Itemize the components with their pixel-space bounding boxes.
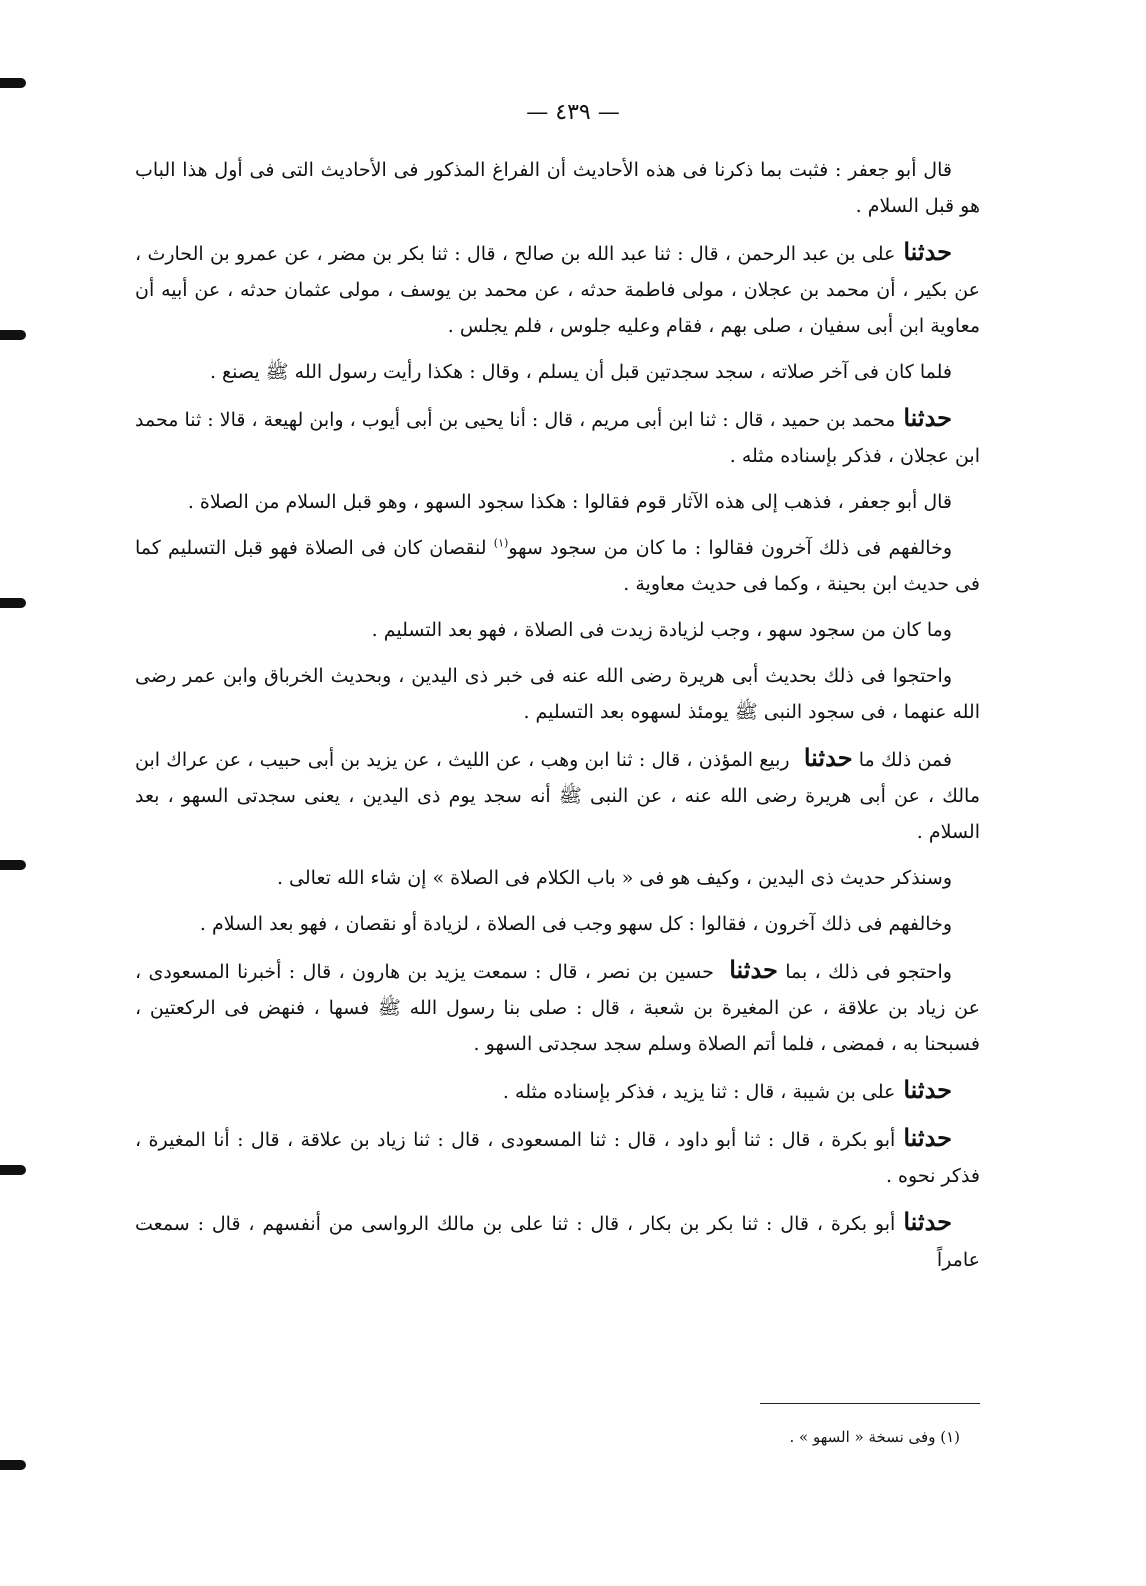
hadith-keyword: حدثنا	[803, 743, 853, 772]
paragraph: قال أبو جعفر : فثبت بما ذكرنا فى هذه الأحاديث أن الفراغ المذكور فى الأحاديث التى فى أول هذا الباب هو قبل السلام .	[135, 159, 980, 217]
hadith-keyword: حدثنا	[903, 1075, 952, 1104]
paragraph: حدثناعلى بن شيبة ، قال : ثنا يزيد ، فذكر بإسناده مثله .	[502, 1075, 952, 1104]
binding-mark	[0, 1460, 26, 1470]
paragraph: حدثنامحمد بن حميد ، قال : ثنا ابن أبى مريم ، قال : أنا يحيى بن أبى أيوب ، وابن لهيعة ، قالا : ثنا محمد ابن عجلان ، فذكر بإسناده مثله .	[135, 403, 980, 467]
paragraph: وخالفهم فى ذلك آخرون فقالوا : ما كان من سجود سهو$^{(١)}$ لنقصان كان فى الصلاة فهو قبل التسليم كما فى حديث ابن بحينة ، وكما فى حديث معاوية .	[135, 536, 980, 595]
footnote: (١) وفى نسخة « السهو » .	[789, 1428, 960, 1446]
paragraph: واحتجو فى ذلك ، بما حدثنا حسين بن نصر ، قال : سمعت يزيد بن هارون ، قال : أخبرنا المسعودى ، عن زياد بن علاقة ، عن المغيرة بن شعبة ، قال : صلى بنا رسول الله ﷺ فسها ، فنهض فى الركعتين ، فسبحنا به ، فمضى ، فلما أتم الصلاة وسلم سجد سجدتى السهو .	[135, 955, 980, 1055]
hadith-keyword: حدثنا	[729, 955, 778, 984]
binding-mark	[0, 330, 26, 340]
hadith-keyword: حدثنا	[903, 403, 952, 432]
binding-mark	[0, 78, 26, 88]
binding-mark	[0, 598, 26, 608]
paragraph: وما كان من سجود سهو ، وجب لزيادة زيدت فى الصلاة ، فهو بعد التسليم .	[371, 619, 952, 641]
paragraph: حدثناأبو بكرة ، قال : ثنا أبو داود ، قال : ثنا المسعودى ، قال : ثنا زياد بن علاقة ، قال : أنا المغيرة ، فذكر نحوه .	[135, 1123, 980, 1187]
main-text	[135, 152, 980, 1288]
footnote-ref: (١)	[493, 536, 509, 550]
footnote-divider	[760, 1403, 980, 1404]
page-number: — ٤٣٩ —	[526, 100, 620, 125]
paragraph: حدثناعلى بن عبد الرحمن ، قال : ثنا عبد الله بن صالح ، قال : ثنا بكر بن مضر ، عن عمرو بن الحارث ، عن بكير ، أن محمد بن عجلان ، مولى فاطمة حدثه ، عن محمد بن يوسف ، مولى عثمان حدثه ، عن أبيه أن معاوية ابن أبى سفيان ، صلى بهم ، فقام وعليه جلوس ، فلم يجلس .	[135, 237, 980, 337]
paragraph: واحتجوا فى ذلك بحديث أبى هريرة رضى الله عنه فى خبر ذى اليدين ، وبحديث الخرباق وابن عمر رضى الله عنهما ، فى سجود النبى ﷺ يومئذ لسهوه بعد التسليم .	[135, 665, 980, 723]
paragraph: وخالفهم فى ذلك آخرون ، فقالوا : كل سهو وجب فى الصلاة ، لزيادة أو نقصان ، فهو بعد السلام .	[199, 913, 952, 935]
paragraph: فمن ذلك ما حدثنا ربيع المؤذن ، قال : ثنا ابن وهب ، عن الليث ، عن يزيد بن أبى حبيب ، عن عراك ابن مالك ، عن أبى هريرة رضى الله عنه ، عن النبى ﷺ أنه سجد يوم ذى اليدين ، يعنى سجدتى السهو ، بعد السلام .	[135, 743, 980, 843]
hadith-keyword: حدثنا	[903, 237, 952, 266]
paragraph: قال أبو جعفر ، فذهب إلى هذه الآثار قوم فقالوا : هكذا سجود السهو ، وهو قبل السلام من الصلاة .	[187, 491, 952, 513]
paragraph: فلما كان فى آخر صلاته ، سجد سجدتين قبل أن يسلم ، وقال : هكذا رأيت رسول الله ﷺ يصنع .	[209, 361, 952, 383]
hadith-keyword: حدثنا	[903, 1207, 952, 1236]
hadith-keyword: حدثنا	[903, 1123, 952, 1152]
binding-mark	[0, 860, 26, 870]
binding-mark	[0, 1165, 26, 1175]
paragraph: وسنذكر حديث ذى اليدين ، وكيف هو فى « باب الكلام فى الصلاة » إن شاء الله تعالى .	[276, 867, 952, 889]
paragraph: حدثناأبو بكرة ، قال : ثنا بكر بن بكار ، قال : ثنا على بن مالك الرواسى من أنفسهم ، قال : سمعت عامراً	[135, 1207, 980, 1271]
